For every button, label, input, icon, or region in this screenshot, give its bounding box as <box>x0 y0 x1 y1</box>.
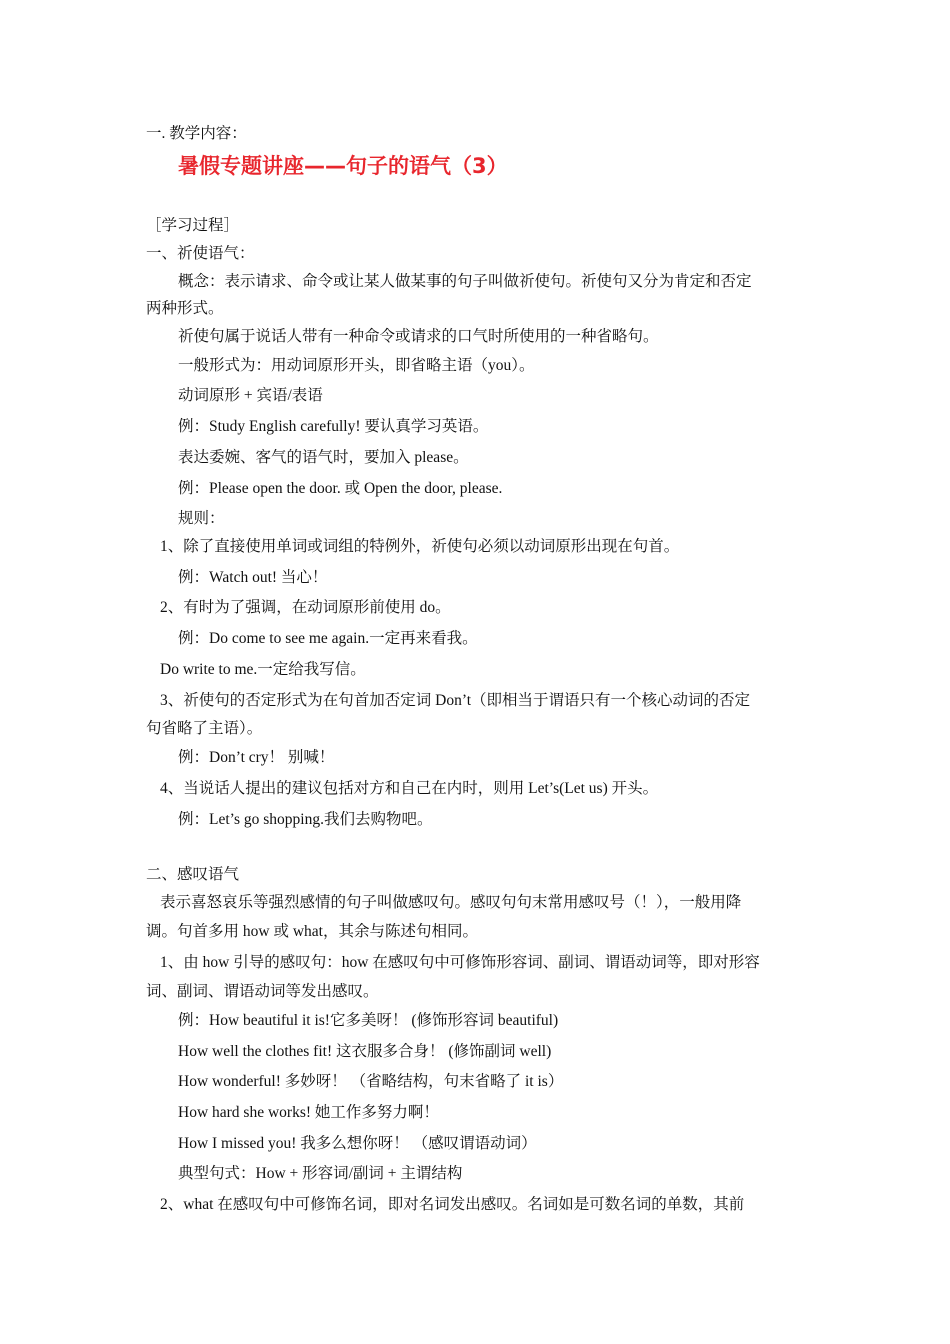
text-line: 概念：表示请求、命令或让某人做某事的句子叫做祈使句。祈使句又分为肯定和否定 <box>178 273 752 290</box>
text-line: 两种形式。 <box>146 300 224 317</box>
example-line: 例：Study English carefully! 要认真学习英语。 <box>178 418 489 435</box>
example-line: 例：Please open the door. 或 Open the door, please. <box>178 480 503 497</box>
text-line: 表示喜怒哀乐等强烈感情的句子叫做感叹句。感叹句句末常用感叹号（！），一般用降 <box>160 894 742 911</box>
text-line: 规则： <box>178 510 225 527</box>
example-line: How wonderful! 多妙呀！ （省略结构，句末省略了 it is） <box>178 1073 564 1090</box>
example-line: 例：Do come to see me again.一定再来看我。 <box>178 630 478 647</box>
rule-line: 1、由 how 引导的感叹句：how 在感叹句中可修饰形容词、副词、谓语动词等，即对形容 <box>160 954 760 971</box>
example-line: 例：Watch out! 当心！ <box>178 569 328 586</box>
text-line: 典型句式：How + 形容词/副词 + 主谓结构 <box>178 1165 463 1182</box>
rule-line: 2、有时为了强调，在动词原形前使用 do。 <box>160 599 451 616</box>
rule-line: 4、当说话人提出的建议包括对方和自己在内时，则用 Let’s(Let us) 开头。 <box>160 780 659 797</box>
rule-line: 1、除了直接使用单词或词组的特例外，祈使句必须以动词原形出现在句首。 <box>160 538 680 555</box>
page-title: 暑假专题讲座——句子的语气（3） <box>178 154 508 178</box>
text-line: 一般形式为：用动词原形开头，即省略主语（you）。 <box>178 357 535 374</box>
example-line: How well the clothes fit! 这衣服多合身！ (修饰副词 well) <box>178 1043 552 1060</box>
example-line: 例：Don’t cry！ 别喊！ <box>178 749 335 766</box>
rule-line: 2、what 在感叹句中可修饰名词，即对名词发出感叹。名词如是可数名词的单数，其前 <box>160 1196 745 1213</box>
rule-line: 3、祈使句的否定形式为在句首加否定词 Don’t（即相当于谓语只有一个核心动词的否定 <box>160 692 751 709</box>
section-heading: 二、感叹语气 <box>146 866 240 883</box>
text-line: 词、副词、谓语动词等发出感叹。 <box>146 983 379 1000</box>
text-line: 调。句首多用 how 或 what，其余与陈述句相同。 <box>146 923 478 940</box>
section-label: 一. 教学内容： <box>146 125 247 142</box>
text-line: 祈使句属于说话人带有一种命令或请求的口气时所使用的一种省略句。 <box>178 328 659 345</box>
example-line: How I missed you! 我多么想你呀！ （感叹谓语动词） <box>178 1135 537 1152</box>
text-line: 句省略了主语）。 <box>146 720 263 737</box>
example-line: 例：Let’s go shopping.我们去购物吧。 <box>178 811 433 828</box>
example-line: How hard she works! 她工作多努力啊！ <box>178 1104 439 1121</box>
text-line: 表达委婉、客气的语气时，要加入 please。 <box>178 449 469 466</box>
text-line: ［学习过程］ <box>146 217 240 234</box>
text-line: 动词原形 + 宾语/表语 <box>178 387 323 404</box>
section-heading: 一、祈使语气： <box>146 245 255 262</box>
example-line: 例：How beautiful it is!它多美呀！ (修饰形容词 beautiful) <box>178 1012 559 1029</box>
example-line: Do write to me.一定给我写信。 <box>160 661 366 678</box>
